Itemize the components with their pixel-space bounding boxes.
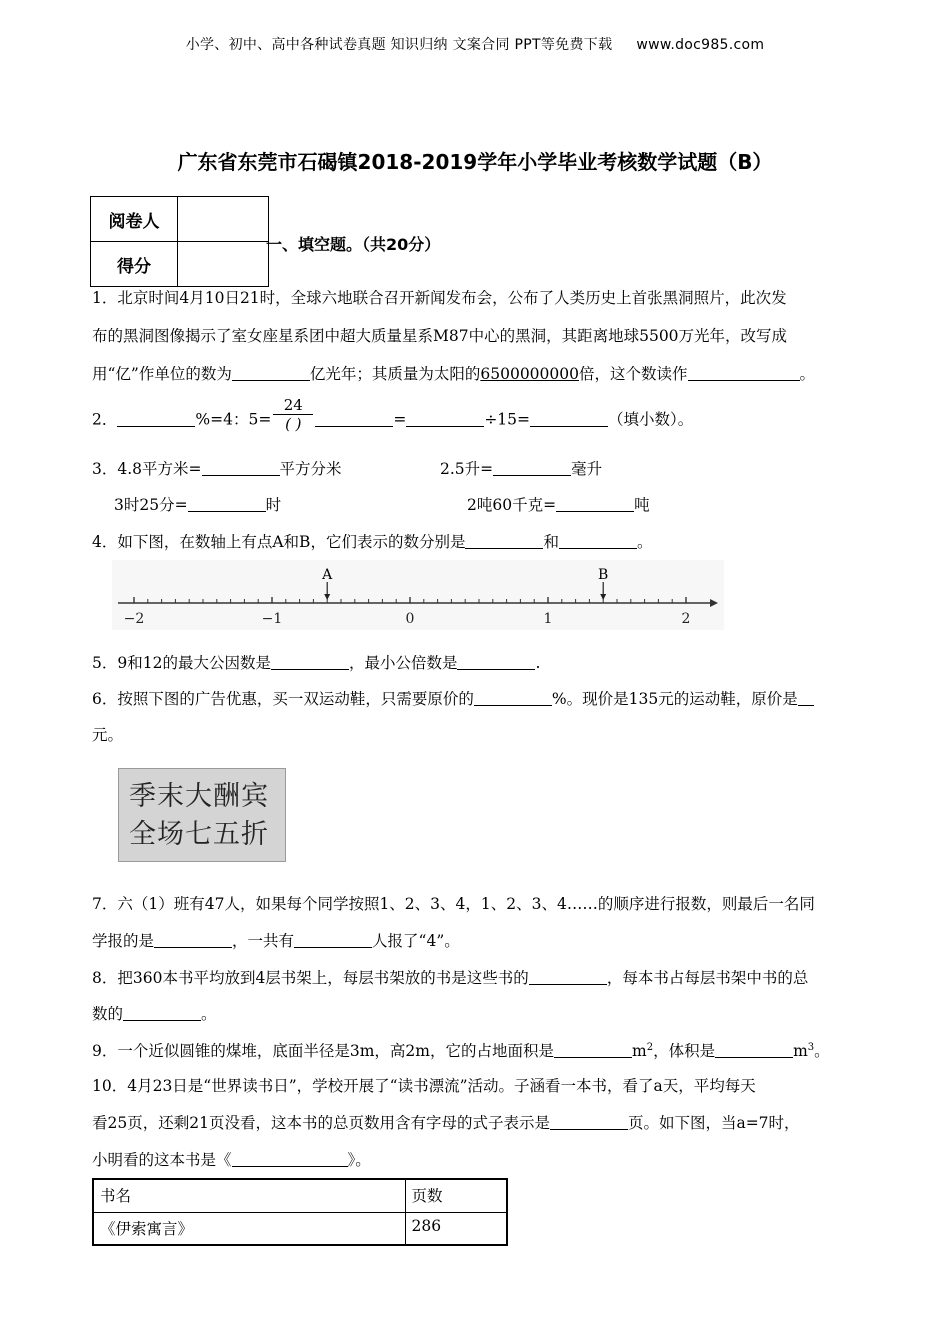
header-text: 小学、初中、高中各种试卷真题 知识归纳 文案合同 PPT等免费下载 <box>185 37 613 53</box>
q5-text-a: 5．9和12的最大公因数是 <box>92 654 271 672</box>
q9-blank-2[interactable] <box>715 1042 793 1059</box>
tick-label: 1 <box>543 611 553 627</box>
reviewer-label: 阅卷人 <box>91 197 178 242</box>
q8-text-a: 8．把360本书平均放到4层书架上，每层书架放的书是这些书的 <box>92 969 529 987</box>
q9-text-e: 。 <box>814 1042 830 1060</box>
page-title: 广东省东莞市石碣镇2018-2019学年小学毕业考核数学试题（B） <box>177 150 773 174</box>
q10-line1: 10．4月23日是“世界读书日”，学校开展了“读书漂流”活动。子涵看一本书，看了a天，平均每天 <box>92 1077 756 1095</box>
q10-blank-1[interactable] <box>550 1114 628 1131</box>
header-site[interactable]: www.doc985.com <box>636 37 765 53</box>
page-header <box>0 34 950 54</box>
q3-d-unit: 吨 <box>634 496 650 514</box>
q3-c-text: 3时25分= <box>114 496 188 514</box>
q7-text-c: 人报了“4”。 <box>372 932 460 950</box>
point-b-label: B <box>598 567 609 583</box>
q3-line2-left <box>114 493 281 515</box>
q3-blank-b[interactable] <box>493 460 571 477</box>
q9-text-c: ，体积是 <box>653 1042 716 1060</box>
q3-line1-right <box>440 457 602 479</box>
ad-line-2: 全场七五折 <box>129 819 269 850</box>
q10-text-a: 看25页，还剩21页没看，这本书的总页数用含有字母的式子表示是 <box>92 1114 550 1132</box>
q10-text-d: 》。 <box>347 1151 371 1169</box>
q6-text-a: 6．按照下图的广告优惠，买一双运动鞋，只需要原价的 <box>92 690 474 708</box>
q3-b-unit: 毫升 <box>571 460 603 478</box>
q9-unit-2-sup: 3 <box>807 1041 815 1053</box>
q8-text-c: 数的 <box>92 1005 124 1023</box>
q9-unit-1: m <box>631 1042 647 1060</box>
q2-number: 2． <box>92 410 118 429</box>
q3-a-text: 3．4.8平方米= <box>92 460 202 478</box>
q10-blank-2[interactable] <box>232 1151 348 1168</box>
score-table <box>90 196 269 287</box>
q9-blank-1[interactable] <box>554 1042 632 1059</box>
q6-line2: 元。 <box>92 726 124 744</box>
q1-line3 <box>92 362 815 384</box>
point-a-label: A <box>322 567 333 583</box>
tick-label: 0 <box>405 611 415 627</box>
ad-coupon-image <box>118 768 286 862</box>
q6-blank-2[interactable] <box>798 690 814 707</box>
q5-text-c: . <box>535 654 541 672</box>
tick-label: −2 <box>123 611 145 627</box>
q9-unit-1-sup: 2 <box>646 1041 654 1053</box>
q1-text-d: 。 <box>799 365 816 383</box>
q9-unit-2: m <box>793 1042 808 1060</box>
q10-text-c: 小明看的这本书是《 <box>92 1151 232 1169</box>
q2-blank-3[interactable] <box>406 410 484 427</box>
q2-blank-2[interactable] <box>315 410 393 427</box>
q5-line <box>92 651 540 673</box>
q3-b-text: 2.5升= <box>440 460 494 478</box>
q2-note: （填小数）。 <box>608 410 694 429</box>
q2-division: ÷15= <box>484 410 531 429</box>
q3-blank-d[interactable] <box>556 496 634 513</box>
section-heading: 一、填空题。（共20分） <box>266 235 441 254</box>
q7-text-a: 学报的是 <box>92 932 155 950</box>
q5-blank-2[interactable] <box>457 654 535 671</box>
q1-blank-2[interactable] <box>688 365 800 382</box>
q6-text-b: %。现价是135元的运动鞋，原价是 <box>551 690 798 708</box>
q4-text-b: 和 <box>543 533 559 551</box>
q1-text-a: 用“亿”作单位的数为 <box>92 365 232 383</box>
q4-blank-1[interactable] <box>465 533 543 550</box>
q3-a-unit: 平方分米 <box>279 460 342 478</box>
q8-text-d: 。 <box>201 1005 217 1023</box>
q4-text-c: 。 <box>636 533 653 551</box>
q7-blank-1[interactable] <box>154 932 232 949</box>
q3-c-unit: 时 <box>265 496 282 514</box>
q9-text-a: 9．一个近似圆锥的煤堆，底面半径是3m，高2m，它的占地面积是 <box>92 1042 554 1060</box>
q2-line <box>92 396 694 439</box>
q1-line1: 1．北京时间4月10日21时，全球六地联合召开新闻发布会，公布了人类历史上首张黑洞照片，此次发 <box>92 289 787 307</box>
q2-denominator[interactable]: ( ) <box>285 415 302 433</box>
q7-blank-2[interactable] <box>294 932 372 949</box>
q7-text-b: ，一共有 <box>232 932 295 950</box>
q8-line2 <box>92 1002 217 1024</box>
q3-line2-right <box>467 493 650 515</box>
tick-label: 2 <box>681 611 691 627</box>
q1-blank-1[interactable] <box>232 365 310 382</box>
book-pages-cell: 286 <box>405 1212 507 1245</box>
q2-blank-1[interactable] <box>117 410 195 427</box>
reviewer-field[interactable] <box>178 197 269 242</box>
table-header-row <box>93 1179 507 1212</box>
q7-line2 <box>92 929 460 951</box>
q3-d-text: 2吨60千克= <box>467 496 557 514</box>
q10-line2 <box>92 1111 800 1133</box>
q8-line1 <box>92 966 808 988</box>
book-name-cell: 《伊索寓言》 <box>93 1212 405 1245</box>
q5-text-b: ，最小公倍数是 <box>348 654 458 672</box>
q5-blank-1[interactable] <box>271 654 349 671</box>
q8-blank-1[interactable] <box>529 969 607 986</box>
q6-line1 <box>92 687 814 709</box>
score-label: 得分 <box>91 242 178 287</box>
tick-label: −1 <box>261 611 283 627</box>
q1-text-b: 亿光年；其质量为太阳的 <box>309 365 481 383</box>
q10-line3 <box>92 1148 371 1170</box>
q4-line <box>92 530 652 552</box>
number-line-figure <box>112 560 724 630</box>
q2-ratio: %=4：5= <box>195 410 272 429</box>
q9-line <box>92 1039 830 1061</box>
q1-underlined-number: 6500000000 <box>480 365 579 383</box>
q6-blank-1[interactable] <box>474 690 552 707</box>
q3-blank-a[interactable] <box>202 460 280 477</box>
q3-line1-left <box>92 457 342 479</box>
q7-line1: 7．六（1）班有47人，如果每个同学按照1、2、3、4，1、2、3、4……的顺序进行报数，则最后一名同 <box>92 895 815 913</box>
ad-line-1: 季末大酬宾 <box>129 781 269 812</box>
books-table <box>92 1178 508 1246</box>
q4-text-a: 4．如下图，在数轴上有点A和B，它们表示的数分别是 <box>92 533 466 551</box>
q1-text-c: 倍，这个数读作 <box>579 365 688 383</box>
q1-line2: 布的黑洞图像揭示了室女座星系团中超大质量星系M87中心的黑洞，其距离地球5500万光年，改写成 <box>92 327 788 345</box>
q4-blank-2[interactable] <box>559 533 637 550</box>
q2-blank-4[interactable] <box>530 410 608 427</box>
q2-equals: = <box>393 410 407 429</box>
q10-text-b: 页。如下图，当a=7时， <box>627 1114 800 1132</box>
score-field[interactable] <box>178 242 269 287</box>
q2-fraction <box>273 396 313 433</box>
table-row <box>93 1212 507 1245</box>
q8-blank-2[interactable] <box>123 1005 201 1022</box>
header-book-name: 书名 <box>93 1179 405 1212</box>
header-pages: 页数 <box>405 1179 507 1212</box>
q8-text-b: ，每本书占每层书架中书的总 <box>606 969 809 987</box>
q3-blank-c[interactable] <box>188 496 266 513</box>
q2-numerator: 24 <box>273 396 313 415</box>
